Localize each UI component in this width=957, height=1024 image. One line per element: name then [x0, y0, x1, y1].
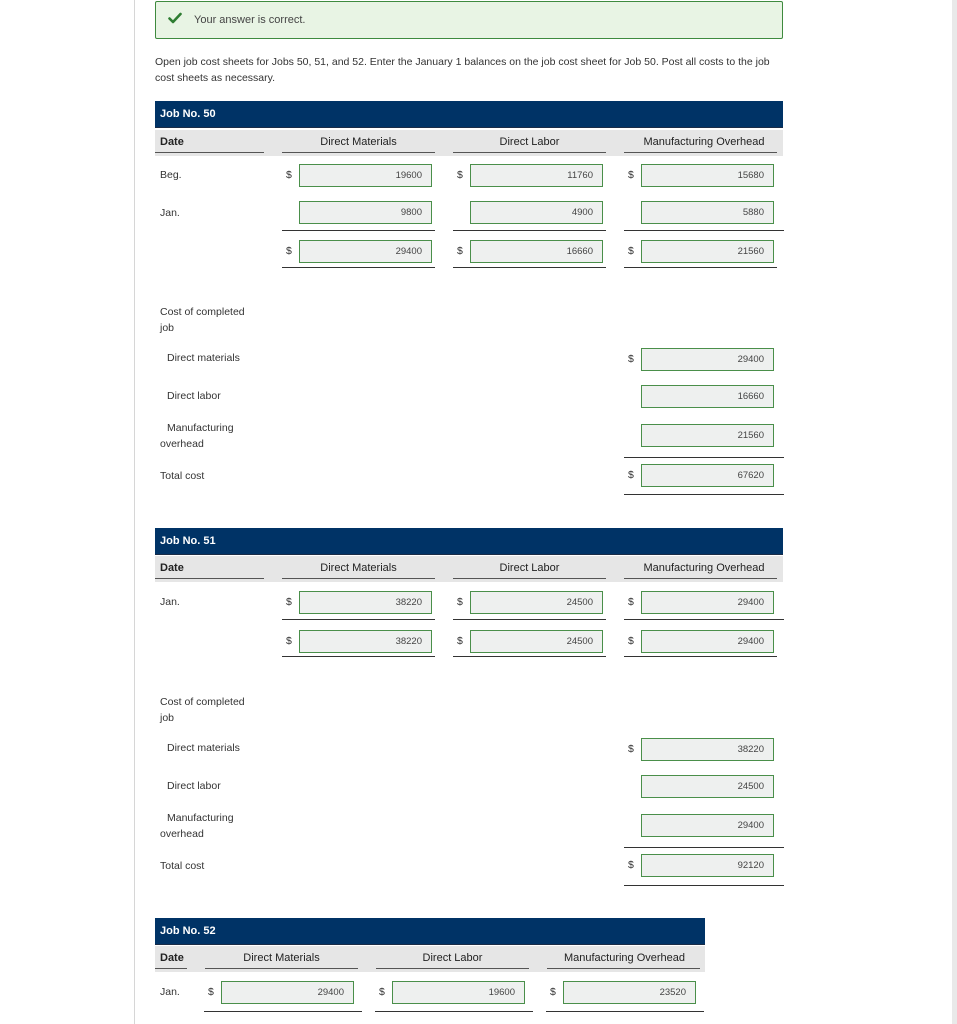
dm-column-header: Direct Materials	[320, 562, 397, 574]
divider	[155, 968, 187, 969]
dollar-sign: $	[286, 635, 292, 647]
job-51-title: Job No. 51	[160, 535, 216, 547]
completed-moh-label: Manufacturing overhead	[160, 422, 234, 450]
dollar-sign: $	[286, 245, 292, 257]
instructions-text: Open job cost sheets for Jobs 50, 51, and 52. Enter the January 1 balances on the job cost sheet for Job 50. Post all costs to the job cost sheets as necessary.	[155, 56, 770, 84]
job-50-total-dm-input[interactable]: 29400	[299, 240, 432, 263]
divider	[624, 656, 777, 657]
divider	[375, 1011, 533, 1012]
divider	[204, 1011, 362, 1012]
dollar-sign: $	[457, 169, 463, 181]
divider	[453, 152, 606, 153]
job-50-total-dl-input[interactable]: 16660	[470, 240, 603, 263]
dl-column-header: Direct Labor	[422, 952, 483, 964]
dollar-sign: $	[286, 169, 292, 181]
job-50-completed-dm-input[interactable]: 29400	[641, 348, 774, 371]
job-50-title: Job No. 50	[160, 108, 216, 120]
job-51-jan-moh-input[interactable]: 29400	[641, 591, 774, 614]
dollar-sign: $	[628, 743, 634, 755]
row-label: Jan.	[160, 207, 180, 219]
job-52-title: Job No. 52	[160, 925, 216, 937]
divider	[453, 578, 606, 579]
job-51-completed-dm-input[interactable]: 38220	[641, 738, 774, 761]
job-50-completed-moh-input[interactable]: 21560	[641, 424, 774, 447]
divider	[155, 152, 264, 153]
dollar-sign: $	[628, 169, 634, 181]
job-51-completed-moh-input[interactable]: 29400	[641, 814, 774, 837]
success-message: Your answer is correct.	[194, 14, 306, 26]
divider	[624, 847, 784, 848]
row-label: Jan.	[160, 986, 180, 998]
completed-moh-label: Manufacturing overhead	[160, 812, 234, 840]
divider	[205, 968, 358, 969]
job-50-jan-moh-input[interactable]: 5880	[641, 201, 774, 224]
divider	[453, 619, 606, 620]
date-column-header: Date	[160, 562, 184, 574]
divider	[624, 267, 777, 268]
job-52-jan-dm-input[interactable]: 29400	[221, 981, 354, 1004]
dollar-sign: $	[457, 245, 463, 257]
job-50-beg-dm-input[interactable]: 19600	[299, 164, 432, 187]
date-column-header: Date	[160, 136, 184, 148]
dm-column-header: Direct Materials	[243, 952, 320, 964]
check-icon	[168, 11, 182, 25]
dollar-sign: $	[457, 635, 463, 647]
divider	[624, 230, 784, 231]
divider	[453, 230, 606, 231]
divider	[624, 457, 784, 458]
date-column-header: Date	[160, 952, 184, 964]
job-50-total-cost-input[interactable]: 67620	[641, 464, 774, 487]
dollar-sign: $	[628, 859, 634, 871]
job-51-header	[155, 528, 783, 555]
moh-column-header: Manufacturing Overhead	[643, 136, 765, 148]
dollar-sign: $	[628, 635, 634, 647]
job-51-completed-dl-input[interactable]: 24500	[641, 775, 774, 798]
dollar-sign: $	[208, 986, 214, 998]
total-cost-label: Total cost	[160, 470, 205, 482]
divider	[155, 578, 264, 579]
dollar-sign: $	[628, 469, 634, 481]
job-52-jan-dl-input[interactable]: 19600	[392, 981, 525, 1004]
job-51-jan-dm-input[interactable]: 38220	[299, 591, 432, 614]
completed-dm-label: Direct materials	[167, 352, 240, 364]
job-50-total-moh-input[interactable]: 21560	[641, 240, 774, 263]
total-cost-label: Total cost	[160, 860, 205, 872]
divider	[624, 885, 784, 886]
job-50-header	[155, 101, 783, 128]
divider	[282, 152, 435, 153]
divider	[376, 968, 529, 969]
scrollbar-track[interactable]	[952, 0, 957, 1024]
completed-job-heading: Cost of completed job	[160, 306, 245, 334]
job-50-beg-moh-input[interactable]: 15680	[641, 164, 774, 187]
dollar-sign: $	[286, 596, 292, 608]
moh-column-header: Manufacturing Overhead	[643, 562, 765, 574]
completed-job-heading: Cost of completed job	[160, 696, 245, 724]
job-51-total-dm-input[interactable]: 38220	[299, 630, 432, 653]
divider	[624, 494, 784, 495]
divider	[624, 619, 784, 620]
job-50-jan-dm-input[interactable]: 9800	[299, 201, 432, 224]
completed-dl-label: Direct labor	[167, 390, 221, 402]
job-52-jan-moh-input[interactable]: 23520	[563, 981, 696, 1004]
dollar-sign: $	[379, 986, 385, 998]
moh-column-header: Manufacturing Overhead	[563, 952, 686, 964]
dollar-sign: $	[628, 245, 634, 257]
divider	[282, 578, 435, 579]
divider	[282, 656, 435, 657]
dollar-sign: $	[457, 596, 463, 608]
dl-column-header: Direct Labor	[499, 136, 560, 148]
divider	[624, 578, 777, 579]
success-banner	[155, 1, 783, 39]
job-51-total-moh-input[interactable]: 29400	[641, 630, 774, 653]
row-label: Beg.	[160, 169, 182, 181]
completed-dm-label: Direct materials	[167, 742, 240, 754]
dollar-sign: $	[628, 596, 634, 608]
divider	[282, 619, 435, 620]
row-label: Jan.	[160, 596, 180, 608]
divider	[453, 656, 606, 657]
dollar-sign: $	[628, 353, 634, 365]
job-51-total-cost-input[interactable]: 92120	[641, 854, 774, 877]
dollar-sign: $	[550, 986, 556, 998]
divider	[546, 1011, 704, 1012]
dl-column-header: Direct Labor	[499, 562, 560, 574]
job-50-beg-dl-input[interactable]: 11760	[470, 164, 603, 187]
divider	[624, 152, 777, 153]
job-50-jan-dl-input[interactable]: 4900	[470, 201, 603, 224]
divider	[282, 267, 435, 268]
job-51-total-dl-input[interactable]: 24500	[470, 630, 603, 653]
dm-column-header: Direct Materials	[320, 136, 397, 148]
divider	[547, 968, 700, 969]
completed-dl-label: Direct labor	[167, 780, 221, 792]
divider	[282, 230, 435, 231]
divider	[453, 267, 606, 268]
job-52-header	[155, 918, 705, 945]
job-50-completed-dl-input[interactable]: 16660	[641, 385, 774, 408]
job-51-jan-dl-input[interactable]: 24500	[470, 591, 603, 614]
